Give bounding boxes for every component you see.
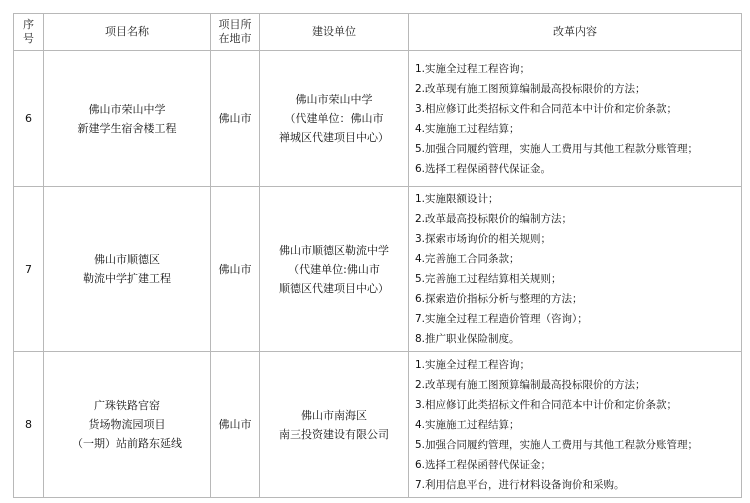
reform-content [409,352,742,498]
reform-item: 6.选择工程保函替代保证金； [415,458,552,471]
construction-unit-line: 佛山市南海区 [301,408,367,422]
construction-unit [260,352,409,498]
header-seq-line: 号 [23,32,34,45]
reform-item: 7.利用信息平台，进行材料设备询价和采购。 [415,478,625,491]
construction-unit-line: 南三投资建设有限公司 [279,427,389,441]
reform-item: 4.实施施工过程结算； [415,418,520,431]
project-name-line: 广珠铁路官窑 [94,399,160,412]
construction-unit-line: 佛山市顺德区勒流中学 [279,243,389,257]
reform-item: 7.实施全过程工程造价管理（咨询）； [415,313,588,325]
reform-item: 3.相应修订此类招标文件和合同范本中计价和定价条款； [415,102,678,115]
project-name-line: 佛山市顺德区 [94,253,160,266]
reform-item: 2.改革现有施工图预算编制最高投标限价的方法； [415,378,646,391]
construction-unit-line: 顺德区代建项目中心） [279,281,389,295]
table-row [14,51,742,187]
reform-item: 5.完善施工过程结算相关规则； [415,273,562,285]
project-name [44,51,211,187]
reform-content [409,187,742,352]
reform-item: 3.探索市场询价的相关规则； [415,233,552,245]
header-seq [14,14,44,51]
reform-content [409,51,742,187]
project-name-line: （一期）站前路东延线 [72,437,182,450]
table-row [14,352,742,498]
construction-unit [260,51,409,187]
construction-unit-line: 佛山市荣山中学 [295,93,373,106]
project-location: 佛山市 [211,352,260,498]
project-name-line: 新建学生宿舍楼工程 [77,121,177,135]
reform-item: 5.加强合同履约管理，实施人工费用与其他工程款分账管理； [415,142,699,155]
construction-unit [260,187,409,352]
header-name: 项目名称 [44,14,211,51]
header-location [211,14,260,51]
header-unit: 建设单位 [260,14,409,51]
header-location-line: 在地市 [218,32,252,45]
row-number: 8 [14,352,44,498]
reform-item: 8.推广职业保险制度。 [415,333,520,345]
reform-item: 2.改革现有施工图预算编制最高投标限价的方法； [415,82,646,95]
header-location-line: 项目所 [218,18,252,31]
project-location: 佛山市 [211,187,260,352]
reform-item: 4.实施施工过程结算； [415,122,520,135]
row-number: 7 [14,187,44,352]
construction-unit-line: （代建单位：佛山市 [284,112,384,125]
construction-unit-line: 禅城区代建项目中心） [279,131,389,144]
reform-item: 2.改革最高投标限价的编制方法； [415,213,573,225]
reform-projects-table [13,13,742,498]
table-row [14,187,742,352]
row-number: 6 [14,51,44,187]
project-name-line: 佛山市荣山中学 [88,102,166,116]
project-name-line: 货场物流园项目 [88,418,166,431]
header-seq-line: 序 [23,18,34,31]
reform-item: 5.加强合同履约管理，实施人工费用与其他工程款分账管理； [415,438,699,451]
project-location: 佛山市 [211,51,260,187]
construction-unit-line: （代建单位:佛山市 [288,262,380,276]
project-name [44,352,211,498]
header-row [14,14,742,51]
reform-item: 6.探索造价指标分析与整理的方法； [415,293,583,305]
reform-item: 1.实施全过程工程咨询； [415,62,531,75]
project-name-line: 勒流中学扩建工程 [83,272,171,285]
header-content: 改革内容 [409,14,742,51]
reform-item: 3.相应修订此类招标文件和合同范本中计价和定价条款； [415,398,678,411]
project-name [44,187,211,352]
reform-item: 1.实施全过程工程咨询； [415,358,531,371]
reform-item: 6.选择工程保函替代保证金。 [415,162,552,175]
reform-item: 4.完善施工合同条款； [415,253,520,265]
reform-item: 1.实施限额设计； [415,193,499,205]
